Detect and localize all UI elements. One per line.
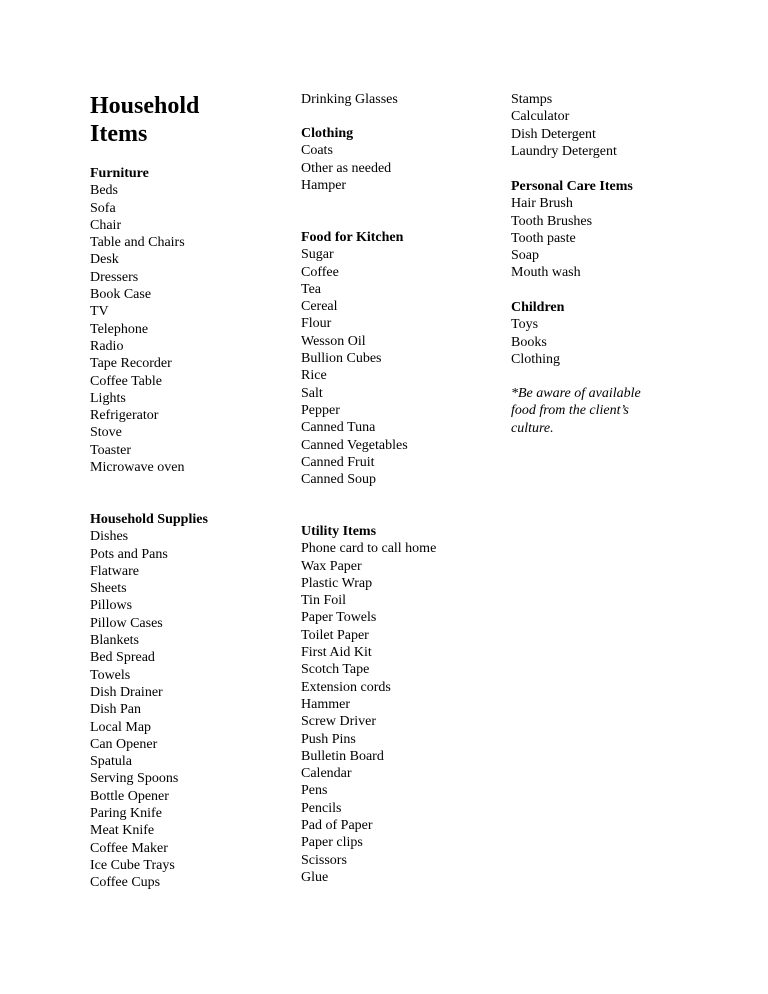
list-item: Pad of Paper	[301, 818, 373, 834]
list-item: Blankets	[90, 633, 139, 649]
list-item: Hamper	[301, 177, 347, 193]
list-item: Radio	[90, 338, 124, 354]
list-item: Lights	[90, 390, 126, 406]
list-item: Canned Soup	[301, 472, 377, 488]
list-item: Canned Vegetables	[301, 437, 408, 453]
list-item: Other as needed	[301, 160, 392, 176]
list-item: Bed Spread	[90, 650, 155, 666]
note-line: culture.	[511, 420, 554, 436]
list-item: Spatula	[90, 754, 132, 770]
list-item: Microwave oven	[90, 460, 185, 476]
list-item: Soap	[511, 248, 539, 264]
list-item: Meat Knife	[90, 823, 155, 839]
list-item: Pillow Cases	[90, 615, 163, 631]
list-item: Local Map	[90, 719, 152, 735]
list-item: Telephone	[90, 321, 149, 337]
list-item: Salt	[301, 385, 323, 401]
list-item: Coffee Table	[90, 373, 162, 389]
section-heading: Personal Care Items	[511, 179, 633, 194]
section-heading: Furniture	[90, 166, 149, 181]
list-item: Tape Recorder	[90, 356, 172, 372]
list-item: Toilet Paper	[301, 627, 369, 643]
list-item: Canned Tuna	[301, 420, 376, 436]
list-item: Dish Pan	[90, 702, 141, 718]
list-item: Bullion Cubes	[301, 351, 382, 367]
page-title-line-1: Household	[90, 93, 200, 119]
section-children	[511, 299, 711, 368]
list-item: Push Pins	[301, 731, 356, 747]
list-item: Pots and Pans	[90, 546, 168, 562]
section-heading: Household Supplies	[90, 512, 208, 527]
list-item: Hammer	[301, 696, 350, 712]
list-item: Dish Detergent	[511, 126, 596, 142]
list-item: Coats	[301, 143, 333, 159]
section-utility-items	[301, 523, 501, 886]
section-heading: Utility Items	[301, 524, 377, 539]
list-item: Dish Drainer	[90, 684, 163, 700]
list-item: Flour	[301, 316, 332, 332]
section-household-supplies	[90, 511, 280, 892]
section-heading: Clothing	[301, 126, 354, 141]
list-item: Paper clips	[301, 835, 363, 851]
list-item: Stove	[90, 425, 122, 441]
list-item: Phone card to call home	[301, 541, 437, 557]
section-clothing	[301, 125, 501, 194]
list-item: Extension cords	[301, 679, 391, 695]
list-item: Hair Brush	[511, 196, 573, 212]
list-item: Wesson Oil	[301, 333, 366, 349]
list-item: Flatware	[90, 563, 139, 579]
list-item: Refrigerator	[90, 408, 159, 424]
note-line: food from the client’s	[511, 403, 629, 419]
list-item: Drinking Glasses	[301, 92, 398, 107]
section-heading: Children	[511, 300, 565, 315]
list-item: Bulletin Board	[301, 748, 384, 764]
list-item: Towels	[90, 667, 131, 683]
list-item: Toaster	[90, 442, 132, 458]
list-item: Toys	[511, 317, 539, 333]
note-line: *Be aware of available	[511, 386, 641, 401]
list-item: Pencils	[301, 800, 342, 816]
section-furniture	[90, 165, 280, 476]
list-item: Book Case	[90, 287, 152, 303]
list-item: Cereal	[301, 299, 338, 315]
list-item: Tooth Brushes	[511, 213, 593, 229]
list-item: Desk	[90, 252, 119, 268]
list-item: Sheets	[90, 581, 127, 597]
section-utility-continued	[511, 91, 711, 160]
section-supplies-continued	[301, 91, 501, 108]
list-item: Ice Cube Trays	[90, 857, 175, 873]
list-item: Canned Fruit	[301, 454, 375, 470]
list-item: Paring Knife	[90, 806, 162, 822]
list-item: Pens	[301, 783, 328, 799]
list-item: Pepper	[301, 402, 340, 418]
list-item: Screw Driver	[301, 714, 377, 730]
list-item: Tea	[301, 281, 322, 297]
list-item: Plastic Wrap	[301, 575, 373, 591]
title-block	[90, 92, 280, 148]
list-item: Coffee Maker	[90, 840, 168, 856]
list-item: Wax Paper	[301, 558, 362, 574]
list-item: Serving Spoons	[90, 771, 179, 787]
list-item: First Aid Kit	[301, 645, 372, 661]
list-item: Can Opener	[90, 736, 158, 752]
list-item: Dishes	[90, 529, 129, 545]
list-item: TV	[90, 304, 109, 320]
section-personal-care-items	[511, 178, 711, 282]
list-item: Stamps	[511, 92, 553, 107]
list-item: Dressers	[90, 269, 139, 285]
list-item: Scotch Tape	[301, 662, 370, 678]
list-item: Sofa	[90, 200, 116, 216]
list-item: Rice	[301, 368, 327, 384]
list-item: Coffee	[301, 264, 339, 280]
section-heading: Food for Kitchen	[301, 230, 404, 245]
list-item: Tin Foil	[301, 593, 347, 609]
list-item: Beds	[90, 183, 118, 199]
list-item: Mouth wash	[511, 265, 581, 281]
list-item: Chair	[90, 217, 122, 233]
list-item: Calendar	[301, 766, 352, 782]
list-item: Paper Towels	[301, 610, 377, 626]
page-title-line-2: Items	[90, 121, 148, 147]
list-item: Calculator	[511, 109, 570, 125]
list-item: Tooth paste	[511, 230, 576, 246]
section-food-for-kitchen	[301, 229, 501, 488]
page-title	[90, 92, 280, 148]
list-item: Clothing	[511, 351, 561, 367]
list-item: Sugar	[301, 247, 334, 263]
list-item: Glue	[301, 869, 329, 885]
list-item: Pillows	[90, 598, 133, 614]
list-item: Table and Chairs	[90, 235, 185, 251]
list-item: Bottle Opener	[90, 788, 169, 804]
client-culture-note	[511, 385, 711, 437]
list-item: Laundry Detergent	[511, 143, 617, 159]
list-item: Books	[511, 334, 547, 350]
list-item: Coffee Cups	[90, 875, 161, 891]
list-item: Scissors	[301, 852, 347, 868]
